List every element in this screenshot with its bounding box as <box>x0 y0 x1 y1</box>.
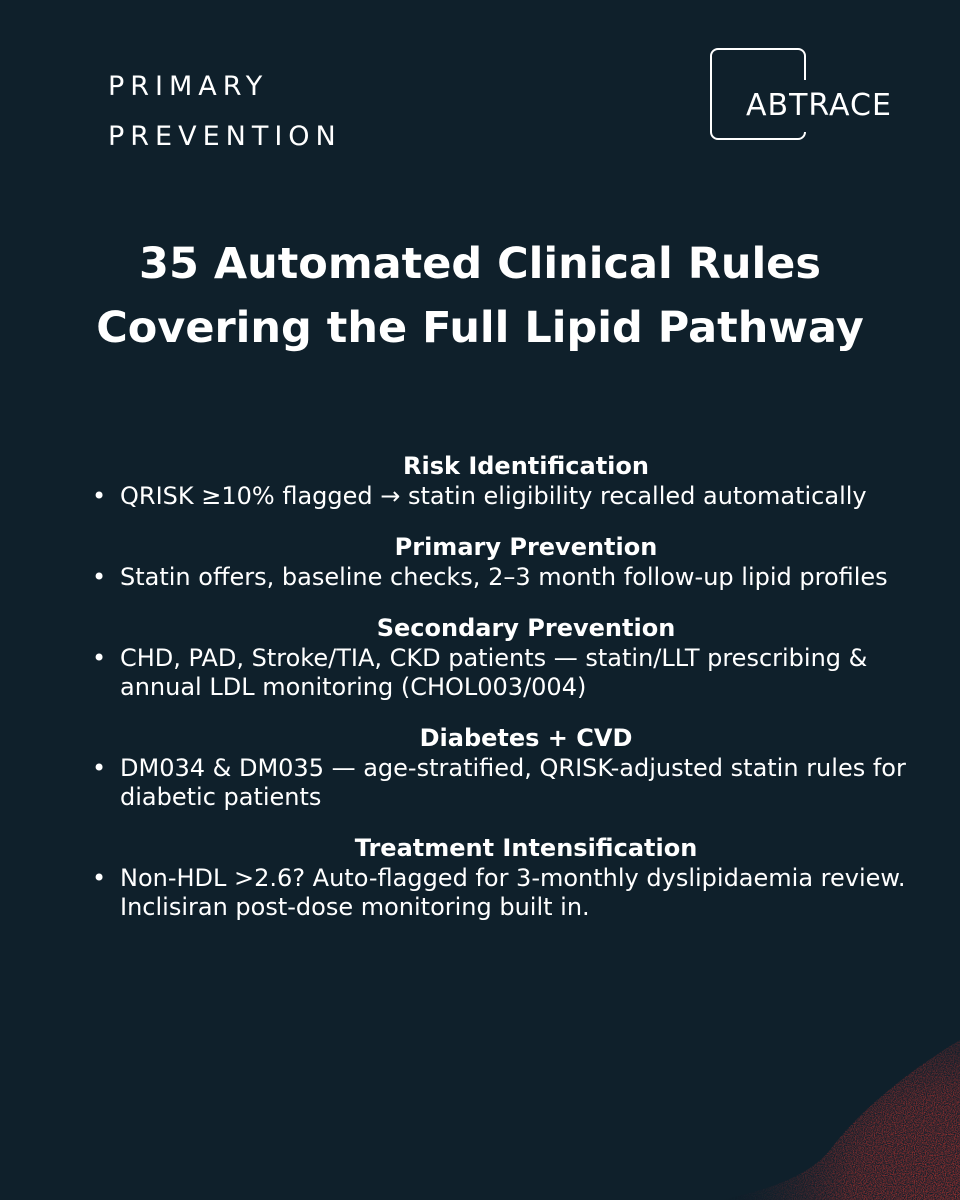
bullet-item <box>92 754 912 812</box>
section-title: Primary Prevention <box>394 533 658 561</box>
abtrace-logo-text: ABTRACE <box>746 88 892 123</box>
section-title: Treatment Intensification <box>354 834 698 862</box>
bullet-text: DM034 & DM035 — age-stratified, QRISK-adjusted statin rules for diabetic patients <box>120 754 906 811</box>
bullet-text: QRISK ≥10% flagged → statin eligibility recalled automatically <box>120 482 867 510</box>
headline <box>0 232 960 360</box>
section-treatment-intensification <box>92 832 912 922</box>
eyebrow-label <box>108 62 342 162</box>
section-diabetes-cvd <box>92 722 912 812</box>
headline-line-1: 35 Automated Clinical Rules <box>139 239 821 289</box>
bullet-text: Non-HDL >2.6? Auto-flagged for 3-monthly dyslipidaemia review. Inclisiran post-dose monitoring built in. <box>120 864 906 921</box>
bullet-dot-icon: • <box>92 754 107 782</box>
grain-texture-graphic <box>660 1020 960 1200</box>
eyebrow-line-1: PRIMARY <box>108 71 269 102</box>
bullet-text: Statin offers, baseline checks, 2–3 month follow-up lipid profiles <box>120 563 888 591</box>
section-secondary-prevention <box>92 612 912 702</box>
bullet-dot-icon: • <box>92 563 107 591</box>
section-title: Secondary Prevention <box>376 614 676 642</box>
bullet-item <box>92 864 912 922</box>
headline-line-2: Covering the Full Lipid Pathway <box>96 303 864 353</box>
eyebrow-line-2: PREVENTION <box>108 121 342 152</box>
bullet-item <box>92 563 912 592</box>
bullet-dot-icon: • <box>92 864 107 892</box>
section-title: Diabetes + CVD <box>419 724 633 752</box>
decorative-grain-corner <box>660 1020 960 1200</box>
section-risk-identification <box>92 450 912 511</box>
bullet-text: CHD, PAD, Stroke/TIA, CKD patients — statin/LLT prescribing & annual LDL monitoring (CHOL003/004) <box>120 644 868 701</box>
bullet-dot-icon: • <box>92 644 107 672</box>
bullet-item <box>92 644 912 702</box>
bullet-item <box>92 482 912 511</box>
section-primary-prevention <box>92 531 912 592</box>
rule-sections <box>92 450 912 942</box>
bullet-dot-icon: • <box>92 482 107 510</box>
section-title: Risk Identification <box>403 452 649 480</box>
